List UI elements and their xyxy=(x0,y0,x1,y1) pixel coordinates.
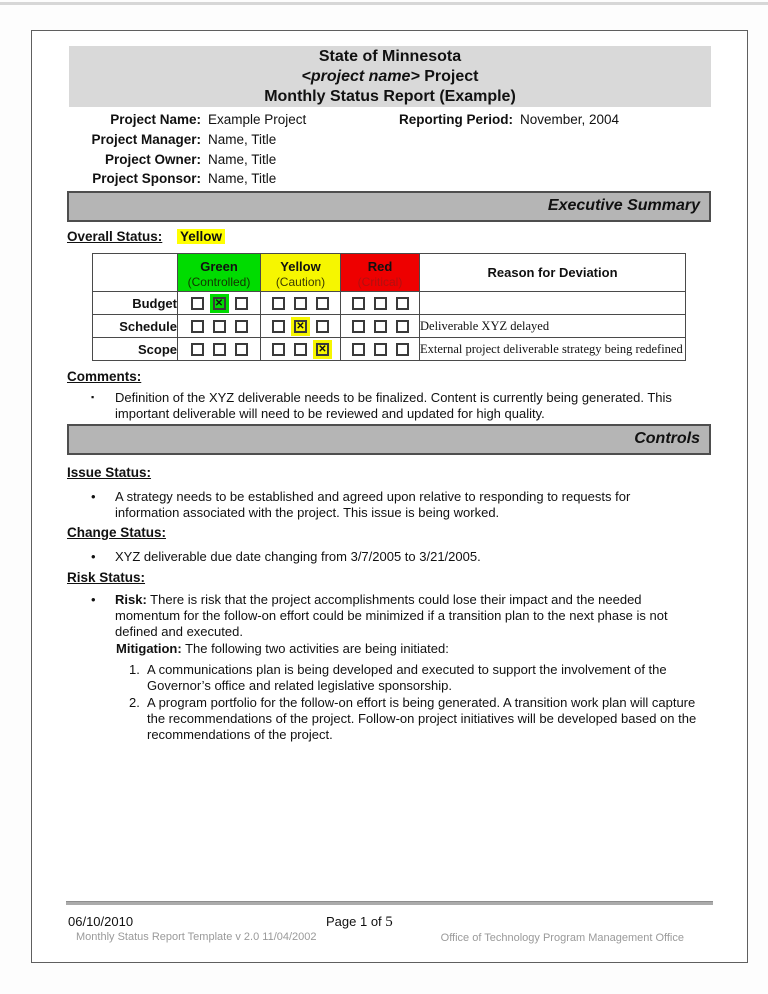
number-label: 2. xyxy=(129,695,140,710)
scope-reason: External project deliverable strategy being redefined xyxy=(420,338,686,361)
checkbox[interactable] xyxy=(294,343,307,356)
schedule-red-checks xyxy=(341,315,420,338)
project-manager-label: Project Manager: xyxy=(91,131,201,147)
bullet-icon: • xyxy=(91,592,96,607)
checkbox[interactable] xyxy=(316,320,329,333)
risk-text-body: There is risk that the project accomplishments could lose their impact and the needed momentum for the follow-on effort could be minimized if a transition plan to the next phase is not defined and executed. xyxy=(115,592,668,639)
issue-text: A strategy needs to be established and agreed upon relative to responding to requests for information associated with the project. This issue is being worked. xyxy=(115,489,631,520)
red-subtitle: (Critical) xyxy=(357,275,403,289)
table-row-schedule xyxy=(93,315,686,338)
project-owner-label: Project Owner: xyxy=(104,151,201,167)
project-manager-value: Name, Title xyxy=(208,131,277,147)
checkbox[interactable]: ✕ xyxy=(213,297,226,310)
project-name-label: Project Name: xyxy=(110,112,201,127)
checkbox[interactable] xyxy=(396,320,409,333)
checkbox[interactable] xyxy=(235,320,248,333)
checkbox[interactable] xyxy=(374,297,387,310)
scope-green-checks xyxy=(178,338,261,361)
yellow-subtitle: (Caution) xyxy=(275,275,326,289)
footer-office-name: Office of Technology Program Management Office xyxy=(440,932,684,944)
document-page xyxy=(31,30,748,963)
controls-bar: Controls xyxy=(67,424,711,455)
schedule-reason: Deliverable XYZ delayed xyxy=(420,315,686,338)
overall-status xyxy=(67,229,223,244)
org-title: State of Minnesota xyxy=(318,48,462,65)
green-subtitle: (Controlled) xyxy=(187,275,251,289)
yellow-title: Yellow xyxy=(280,259,321,274)
project-name-value: Example Project xyxy=(208,112,307,127)
budget-green-checks xyxy=(178,292,261,315)
schedule-yellow-checks xyxy=(261,315,341,338)
mitigation-label: Mitigation: xyxy=(116,641,182,656)
mitigation-text: The following two activities are being initiated: xyxy=(181,641,449,656)
change-list-item xyxy=(91,549,691,565)
issue-status-heading: Issue Status: xyxy=(67,465,152,480)
checkbox[interactable]: ✕ xyxy=(294,320,307,333)
checkbox[interactable] xyxy=(294,297,307,310)
reporting-period xyxy=(399,110,619,130)
footer-date: 06/10/2010 xyxy=(68,914,134,929)
status-table-header-row xyxy=(93,254,686,292)
info-row-project-name xyxy=(32,110,452,130)
status-table-corner-cell xyxy=(93,254,178,292)
report-type-title: Monthly Status Report (Example) xyxy=(264,88,516,105)
page-label: Page 1 of xyxy=(326,914,386,929)
info-row-project-owner xyxy=(32,150,452,170)
checkbox[interactable]: ✕ xyxy=(316,343,329,356)
checkbox[interactable] xyxy=(352,320,365,333)
budget-reason xyxy=(420,292,686,315)
budget-row-label: Budget xyxy=(93,292,178,315)
risk-status-heading: Risk Status: xyxy=(67,570,146,585)
report-title-block xyxy=(69,46,711,107)
mitigation-line xyxy=(116,641,676,657)
risk-list-item xyxy=(91,592,679,639)
green-title: Green xyxy=(200,259,238,274)
scope-red-checks xyxy=(341,338,420,361)
checkbox[interactable] xyxy=(272,320,285,333)
project-name-placeholder: <project name> xyxy=(301,68,420,85)
reporting-period-value: November, 2004 xyxy=(520,112,620,127)
project-owner-value: Name, Title xyxy=(208,151,277,167)
bullet-icon: • xyxy=(91,489,96,504)
checkbox[interactable] xyxy=(396,297,409,310)
info-row-project-sponsor xyxy=(32,169,452,189)
table-row-budget xyxy=(93,292,686,315)
checkbox[interactable] xyxy=(396,343,409,356)
bullet-icon: • xyxy=(91,549,96,564)
number-label: 1. xyxy=(129,662,140,677)
activity-2-text: A program portfolio for the follow-on effort is being generated. A transition work plan will capture the recommendations of the project. Follow-on project initiatives will be developed based on the recommendations of the project. xyxy=(147,695,697,742)
footer-rule xyxy=(66,901,713,905)
scan-artifact-line xyxy=(0,2,768,5)
checkbox[interactable] xyxy=(352,343,365,356)
info-row-project-manager xyxy=(32,130,452,150)
schedule-row-label: Schedule xyxy=(93,315,178,338)
checkbox[interactable] xyxy=(272,297,285,310)
column-header-green xyxy=(178,254,261,292)
comments-text: Definition of the XYZ deliverable needs to be finalized. Content is currently being generated. This important deliverable will need to be reviewed and updated for high quality. xyxy=(115,390,672,421)
issue-list-item xyxy=(91,489,691,521)
scope-yellow-checks xyxy=(261,338,341,361)
column-header-reason: Reason for Deviation xyxy=(420,254,686,292)
executive-summary-bar: Executive Summary xyxy=(67,191,711,222)
comments-list-item xyxy=(91,390,677,422)
checkbox[interactable] xyxy=(272,343,285,356)
column-header-yellow xyxy=(261,254,341,292)
red-title: Red xyxy=(367,259,393,274)
project-title-rest: Project xyxy=(419,68,479,85)
column-header-red xyxy=(341,254,420,292)
checkbox[interactable] xyxy=(374,320,387,333)
checkbox[interactable] xyxy=(352,297,365,310)
checkbox[interactable] xyxy=(191,320,204,333)
checkbox[interactable] xyxy=(213,320,226,333)
reporting-period-label: Reporting Period: xyxy=(399,112,513,127)
activity-1-text: A communications plan is being developed and executed to support the involvement of the Governor’s office and related legislative sponsorship. xyxy=(147,662,667,693)
checkbox[interactable] xyxy=(213,343,226,356)
checkbox[interactable] xyxy=(235,343,248,356)
project-sponsor-label: Project Sponsor: xyxy=(92,171,201,187)
checkbox[interactable] xyxy=(191,343,204,356)
footer-page-number xyxy=(326,914,393,931)
budget-red-checks xyxy=(341,292,420,315)
budget-yellow-checks xyxy=(261,292,341,315)
change-text: XYZ deliverable due date changing from 3/7/2005 to 3/21/2005. xyxy=(115,549,481,564)
comments-heading: Comments: xyxy=(67,369,142,384)
overall-status-value: Yellow xyxy=(177,229,225,244)
checkbox[interactable] xyxy=(316,297,329,310)
checkbox[interactable] xyxy=(235,297,248,310)
table-row-scope xyxy=(93,338,686,361)
project-title xyxy=(69,67,711,87)
risk-text xyxy=(115,592,679,639)
footer-template-info: Monthly Status Report Template v 2.0 11/04/2002 xyxy=(76,931,317,943)
checkbox[interactable] xyxy=(191,297,204,310)
page-total: 5 xyxy=(385,914,393,930)
overall-status-label: Overall Status: xyxy=(67,229,163,244)
project-sponsor-value: Name, Title xyxy=(208,171,277,187)
status-table xyxy=(92,253,686,361)
schedule-green-checks xyxy=(178,315,261,338)
scope-row-label: Scope xyxy=(93,338,178,361)
risk-label: Risk: xyxy=(115,592,147,607)
activity-item-2 xyxy=(129,695,701,742)
project-info xyxy=(32,110,452,189)
checkbox[interactable] xyxy=(374,343,387,356)
square-bullet-icon: ▪ xyxy=(91,392,95,402)
activity-item-1 xyxy=(129,662,701,694)
change-status-heading: Change Status: xyxy=(67,525,167,540)
